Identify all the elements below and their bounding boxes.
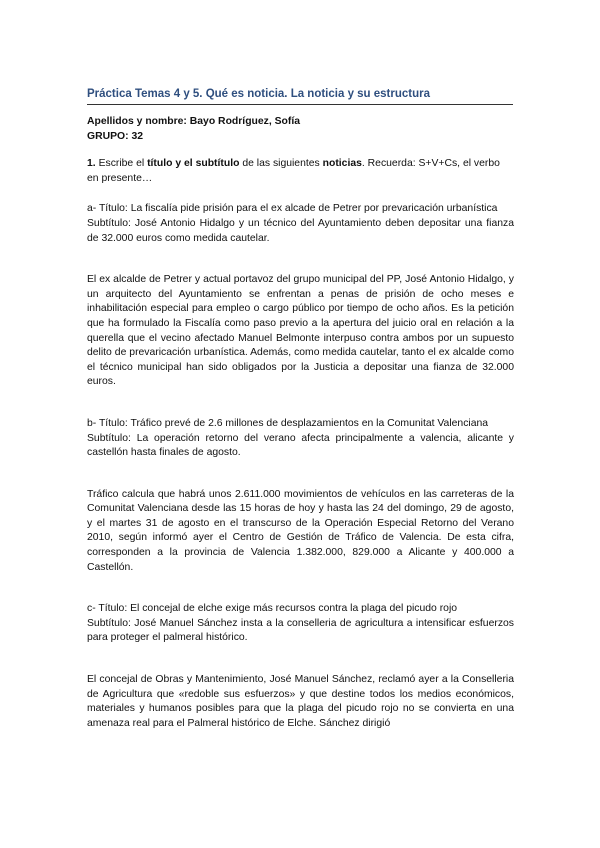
news-c-body: El concejal de Obras y Mantenimiento, José Manuel Sánchez, reclamó ayer a la Conselleria de Agricultura que «redoble sus esfuerzos» y que destine todos los medios económicos, materiales y humanos posibles para que la plaga del picudo rojo no se convierta en una amenaza real para el Palmeral histórico de Elche. Sánchez dirigió xyxy=(87,674,514,729)
news-b-subtitle: Subtítulo: La operación retorno del verano afecta principalmente a valencia, alicante y castellón hasta finales de agosto. xyxy=(87,432,514,459)
news-a-subtitle: Subtítulo: José Antonio Hidalgo y un técnico del Ayuntamiento deben depositar una fianza de 32.000 euros como medida cautelar. xyxy=(87,217,514,244)
news-c-title: c- Título: El concejal de elche exige más recursos contra la plaga del picudo rojo xyxy=(87,603,458,615)
document-content xyxy=(87,115,514,731)
exercise-text-c: . Recuerda: S+V+Cs, el verbo en presente… xyxy=(87,158,500,184)
news-b-body: Tráfico calcula que habrá unos 2.611.000 movimientos de vehículos en las carreteras de la Comunitat Valenciana desde las 15 horas de hoy y hasta las 24 del domingo, 29 de agosto, y el martes 31 de agosto en el transcurso de la Operación Especial Retorno del Verano 2010, según informó ayer el Centro de Gestión de Tráfico de Valencia. De esta cifra, corresponden a la provincia de Valencia 1.382.000, 829.000 a Alicante y 400.000 a Castellón. xyxy=(87,488,514,573)
exercise-text-a: Escribe el xyxy=(98,158,145,170)
exercise-instruction xyxy=(87,157,514,186)
exercise-bold-1: título y el subtítulo xyxy=(147,158,240,170)
news-b-title: b- Título: Tráfico prevé de 2.6 millones de desplazamientos en la Comunitat Valenciana xyxy=(87,417,489,429)
news-a-title: a- Título: La fiscalía pide prisión para el ex alcade de Petrer por prevaricación urbanística xyxy=(87,203,498,215)
exercise-text-b: de las siguientes xyxy=(242,158,320,170)
news-a-body: El ex alcalde de Petrer y actual portavoz del grupo municipal del PP, José Antonio Hidalgo, y un arquitecto del Ayuntamiento se enfrentan a penas de prisión de ocho meses e inhabilitación especial para empleo o cargo público por tiempo de ocho años. Es la petición que ha formulado la Fiscalía como paso previo a la apertura del juicio oral en relación a la querella que el vecino afectado Manuel Belmonte interpuso contra ambos por un supuesto delito de prevaricación urbanística. Además, como medida cautelar, tanto el ex alcalde como el técnico municipal han sido obligados por la Justicia a depositar una fianza de 32.000 euros. xyxy=(87,274,514,388)
student-name: Apellidos y nombre: Bayo Rodríguez, Sofía xyxy=(87,116,301,127)
student-group: GRUPO: 32 xyxy=(87,130,144,142)
exercise-number: 1. xyxy=(87,158,96,170)
news-c-subtitle: Subtítulo: José Manuel Sánchez insta a la conselleria de agricultura a intensificar esfuerzos para proteger el palmeral histórico. xyxy=(87,617,514,644)
exercise-bold-2: noticias xyxy=(322,158,362,170)
header-title: Práctica Temas 4 y 5. Qué es noticia. La noticia y su estructura xyxy=(87,88,513,105)
